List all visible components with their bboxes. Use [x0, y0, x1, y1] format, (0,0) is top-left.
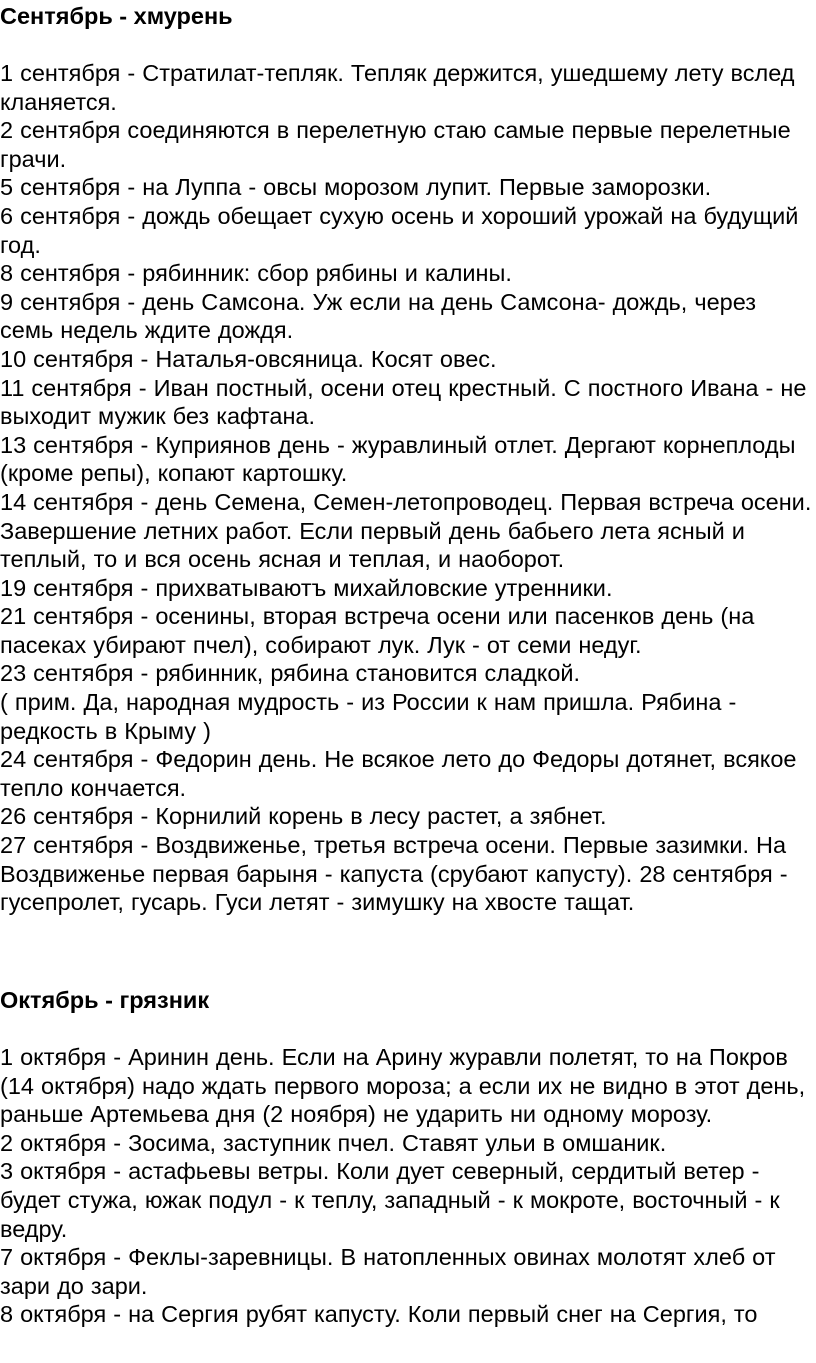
entry-sep-1: 1 сентября - Стратилат-тепляк. Тепляк держится, ушедшему лету вслед кланяется.	[0, 60, 795, 115]
entry-sep-6: 6 сентября - дождь обещает сухую осень и хороший урожай на будущий год.	[0, 202, 799, 258]
entry-sep-note: ( прим. Да, народная мудрость - из России к нам пришла. Рябина - редкость в Крыму )	[0, 689, 737, 744]
entry-sep-10: 10 сентября - Наталья-овсяница. Косят овес.	[0, 345, 497, 372]
entry-oct-7: 7 октября - Феклы-заревницы. В натопленных овинах молотят хлеб от зари до зари.	[0, 1244, 776, 1299]
entry-oct-1: 1 октября - Аринин день. Если на Арину журавли полетят, то на Покров (14 октября) надо ждать первого мороза; а если их не видно в этот день, раньше Артемьева дня (2 ноября) не ударить ни одному морозу.	[0, 1044, 806, 1128]
entry-sep-2: 2 сентября соединяются в перелетную стаю самые первые перелетные грачи.	[0, 117, 791, 172]
section-title-october: Октябрь - грязник	[0, 987, 210, 1013]
entry-sep-14: 14 сентября - день Семена, Семен-летопроводец. Первая встреча осени. Завершение летних работ. Если первый день бабьего лета ясный и теплый, то и вся осень ясная и теплая, и наоборот.	[0, 488, 812, 573]
entry-sep-27-28: 27 сентября - Воздвиженье, третья встреча осени. Первые зазимки. На Воздвиженье первая барыня - капуста (срубают капусту). 28 сентября - гусепролет, гусарь. Гуси летят - зимушку на хвосте тащат.	[0, 832, 788, 916]
entry-oct-8: 8 октября - на Сергия рубят капусту. Коли первый снег на Сергия, то	[0, 1301, 758, 1328]
entry-sep-26: 26 сентября - Корнилий корень в лесу растет, а зябнет.	[0, 803, 607, 830]
entry-sep-8: 8 сентября - рябинник: сбор рябины и калины.	[0, 260, 512, 287]
september-entries	[0, 59, 816, 917]
october-entries	[0, 1043, 816, 1329]
entry-sep-23: 23 сентября - рябинник, рябина становится сладкой.	[0, 660, 581, 687]
section-title-september: Сентябрь - хмурень	[0, 3, 233, 29]
entry-sep-9: 9 сентября - день Самсона. Уж если на день Самсона- дождь, через семь недель ждите дождя.	[0, 288, 757, 344]
entry-sep-13: 13 сентября - Куприянов день - журавлиный отлет. Дергают корнеплоды (кроме репы), копают картошку.	[0, 431, 796, 487]
entry-sep-24: 24 сентября - Федорин день. Не всякое лето до Федоры дотянет, всякое тепло кончается.	[0, 746, 797, 801]
entry-oct-3: 3 октября - астафьевы ветры. Коли дует северный, сердитый ветер - будет стужа, южак подул - к теплу, западный - к мокроте, восточный - к ведру.	[0, 1158, 780, 1242]
entry-sep-11: 11 сентября - Иван постный, осени отец крестный. С постного Ивана - не выходит мужик без кафтана.	[0, 374, 807, 430]
entry-sep-5: 5 сентября - на Луппа - овсы морозом лупит. Первые заморозки.	[0, 174, 712, 201]
entry-sep-21: 21 сентября - осенины, вторая встреча осени или пасенков день (на пасеках убирают пчел), собирают лук. Лук - от семи недуг.	[0, 603, 755, 658]
entry-oct-2: 2 октября - Зосима, заступник пчел. Ставят ульи в омшаник.	[0, 1129, 667, 1156]
entry-sep-19: 19 сентября - прихватываютъ михайловские утренники.	[0, 574, 613, 601]
